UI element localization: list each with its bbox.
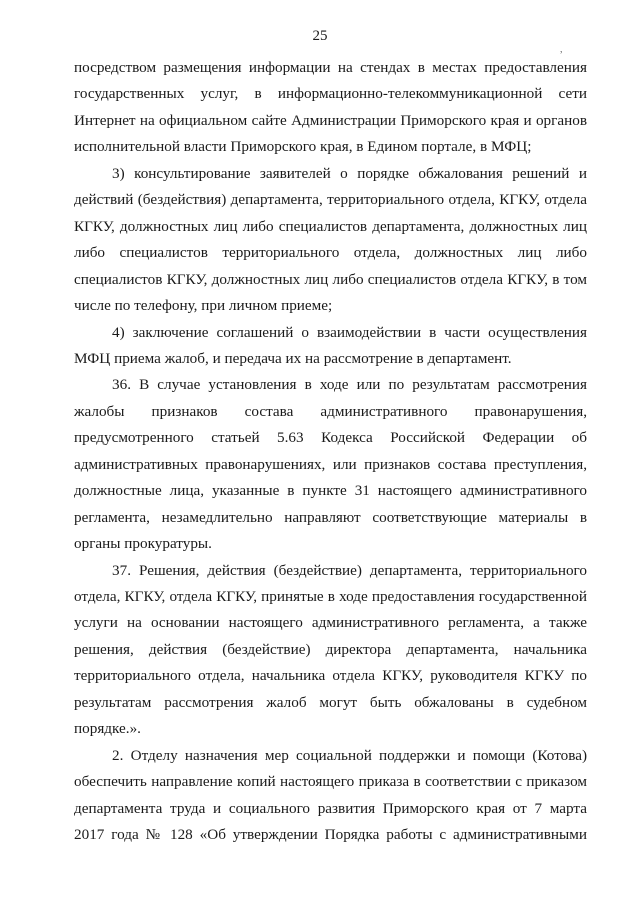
text-line: государственных услуг, в информационно-телекоммуникационной сети <box>74 85 587 103</box>
text-line: жалобы признаков состава административного правонарушения, <box>74 402 587 420</box>
text-line: 37. Решения, действия (бездействие) департамента, территориального <box>112 561 587 579</box>
text-line: 3) консультирование заявителей о порядке обжалования решений и <box>112 164 587 182</box>
text-line: органы прокуратуры. <box>74 535 212 553</box>
text-line: 2017 года № 128 «Об утверждении Порядка работы с административными <box>74 826 587 844</box>
text-line: порядке.». <box>74 720 141 738</box>
text-line: действий (бездействия) департамента, территориального отдела, КГКУ, отдела <box>74 191 587 209</box>
text-line: 2. Отделу назначения мер социальной поддержки и помощи (Котова) <box>112 746 587 764</box>
text-line: обеспечить направление копий настоящего приказа в соответствии с приказом <box>74 773 587 791</box>
page-number: 25 <box>312 28 328 44</box>
text-line: должностные лица, указанные в пункте 31 настоящего административного <box>74 482 587 500</box>
text-line: Интернет на официальном сайте Администрации Приморского края и органов <box>74 111 587 129</box>
text-line: посредством размещения информации на стендах в местах предоставления <box>74 59 587 76</box>
text-line: услуги на основании настоящего административного регламента, а также <box>74 614 587 632</box>
text-line: либо специалистов территориального отдела, должностных лиц либо <box>74 244 587 262</box>
scan-speck: , <box>560 44 563 55</box>
text-line: МФЦ приема жалоб, и передача их на рассмотрение в департамент. <box>74 349 512 367</box>
text-line: числе по телефону, при личном приеме; <box>74 297 333 315</box>
text-line: предусмотренного статьей 5.63 Кодекса Российской Федерации об <box>74 429 587 447</box>
text-line: регламента, незамедлительно направляют соответствующие материалы в <box>74 508 587 526</box>
text-line: специалистов КГКУ, должностных лиц либо специалистов отдела КГКУ, в том <box>74 270 587 288</box>
text-line: отдела, КГКУ, отдела КГКУ, принятые в ходе предоставления государственной <box>74 588 587 605</box>
text-line: КГКУ, должностных лиц либо специалистов департамента, должностных лиц <box>74 217 587 235</box>
text-line: 4) заключение соглашений о взаимодействии в части осуществления <box>112 323 587 341</box>
text-line: исполнительной власти Приморского края, в Едином портале, в МФЦ; <box>74 138 532 156</box>
text-line: решения, действия (бездействие) директора департамента, начальника <box>74 640 587 658</box>
text-line: 36. В случае установления в ходе или по результатам рассмотрения <box>112 376 587 394</box>
text-line: территориального отдела, начальника отдела КГКУ, руководителя КГКУ по <box>74 667 587 685</box>
text-line: результатам рассмотрения жалоб могут быть обжалованы в судебном <box>74 693 587 711</box>
text-line: административных правонарушениях, или признаков состава преступления, <box>74 455 587 473</box>
text-line: департамента труда и социального развития Приморского края от 7 марта <box>74 799 587 817</box>
